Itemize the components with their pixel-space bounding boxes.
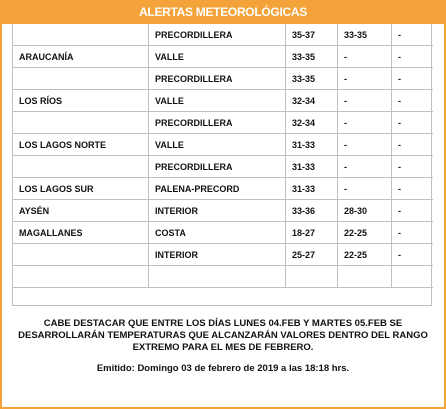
alert-note: CABE DESTACAR QUE ENTRE LOS DÍAS LUNES 04.FEB Y MARTES 05.FEB SE DESARROLLARÁN TEMPERATURAS QUE ALCANZARÁN VALORES DENTRO DEL RANGO EXTREMO PARA EL MES DE FEBRERO.: [18, 318, 428, 353]
table-row: [13, 266, 433, 288]
region-cell: [13, 156, 148, 178]
temp-range-1-cell: 18-27: [285, 222, 337, 244]
temp-range-2-cell: -: [337, 112, 391, 134]
temp-range-2-cell: -: [337, 156, 391, 178]
temp-range-3-cell: -: [391, 200, 433, 222]
alerts-table-body: [13, 24, 433, 288]
temp-range-1-cell: 33-36: [285, 200, 337, 222]
table-row: [13, 222, 433, 244]
table-row: [13, 178, 433, 200]
temp-range-3-cell: -: [391, 156, 433, 178]
region-cell: [13, 68, 148, 90]
zone-cell: INTERIOR: [148, 244, 285, 266]
temp-range-1-cell: 32-34: [285, 90, 337, 112]
temp-range-2-cell: -: [337, 46, 391, 68]
temp-range-3-cell: -: [391, 24, 433, 46]
temp-range-1-cell: 33-35: [285, 68, 337, 90]
alerts-table-container: [12, 24, 432, 306]
panel-title: ALERTAS METEOROLÓGICAS: [0, 0, 446, 24]
zone-cell: VALLE: [148, 90, 285, 112]
temp-range-2-cell: 33-35: [337, 24, 391, 46]
zone-cell: PALENA-PRECORD: [148, 178, 285, 200]
temp-range-1-cell: 33-35: [285, 46, 337, 68]
temp-range-3-cell: -: [391, 90, 433, 112]
temp-range-1-cell: 35-37: [285, 24, 337, 46]
temp-range-2-cell: 22-25: [337, 244, 391, 266]
region-cell: LOS LAGOS SUR: [13, 178, 148, 200]
temp-range-3-cell: -: [391, 244, 433, 266]
region-cell: [13, 24, 148, 46]
region-cell: [13, 112, 148, 134]
table-row: [13, 112, 433, 134]
emitted-timestamp: Emitido: Domingo 03 de febrero de 2019 a las 18:18 hrs.: [96, 363, 350, 374]
zone-cell: [148, 266, 285, 288]
table-row: [13, 90, 433, 112]
table-row: [13, 46, 433, 68]
temp-range-3-cell: -: [391, 178, 433, 200]
temp-range-1-cell: 31-33: [285, 156, 337, 178]
temp-range-2-cell: -: [337, 68, 391, 90]
temp-range-2-cell: -: [337, 178, 391, 200]
temp-range-2-cell: 28-30: [337, 200, 391, 222]
temp-range-1-cell: 25-27: [285, 244, 337, 266]
temp-range-3-cell: -: [391, 68, 433, 90]
table-row: [13, 200, 433, 222]
temp-range-2-cell: -: [337, 134, 391, 156]
temp-range-1-cell: 31-33: [285, 134, 337, 156]
temp-range-2-cell: 22-25: [337, 222, 391, 244]
region-cell: MAGALLANES: [13, 222, 148, 244]
temp-range-1-cell: [285, 266, 337, 288]
region-cell: [13, 266, 148, 288]
region-cell: AYSÉN: [13, 200, 148, 222]
zone-cell: PRECORDILLERA: [148, 24, 285, 46]
temp-range-1-cell: 31-33: [285, 178, 337, 200]
region-cell: LOS RÍOS: [13, 90, 148, 112]
region-cell: ARAUCANÍA: [13, 46, 148, 68]
table-row: [13, 134, 433, 156]
temp-range-1-cell: 32-34: [285, 112, 337, 134]
table-row: [13, 24, 433, 46]
temp-range-3-cell: -: [391, 134, 433, 156]
zone-cell: PRECORDILLERA: [148, 156, 285, 178]
zone-cell: COSTA: [148, 222, 285, 244]
table-row: [13, 68, 433, 90]
zone-cell: VALLE: [148, 134, 285, 156]
region-cell: [13, 244, 148, 266]
table-row: [13, 244, 433, 266]
temp-range-3-cell: -: [391, 112, 433, 134]
temp-range-3-cell: -: [391, 46, 433, 68]
zone-cell: PRECORDILLERA: [148, 112, 285, 134]
region-cell: LOS LAGOS NORTE: [13, 134, 148, 156]
table-row: [13, 156, 433, 178]
zone-cell: VALLE: [148, 46, 285, 68]
temp-range-3-cell: [391, 266, 433, 288]
alerts-table: [13, 24, 433, 288]
temp-range-2-cell: -: [337, 90, 391, 112]
zone-cell: INTERIOR: [148, 200, 285, 222]
zone-cell: PRECORDILLERA: [148, 68, 285, 90]
temp-range-3-cell: -: [391, 222, 433, 244]
temp-range-2-cell: [337, 266, 391, 288]
